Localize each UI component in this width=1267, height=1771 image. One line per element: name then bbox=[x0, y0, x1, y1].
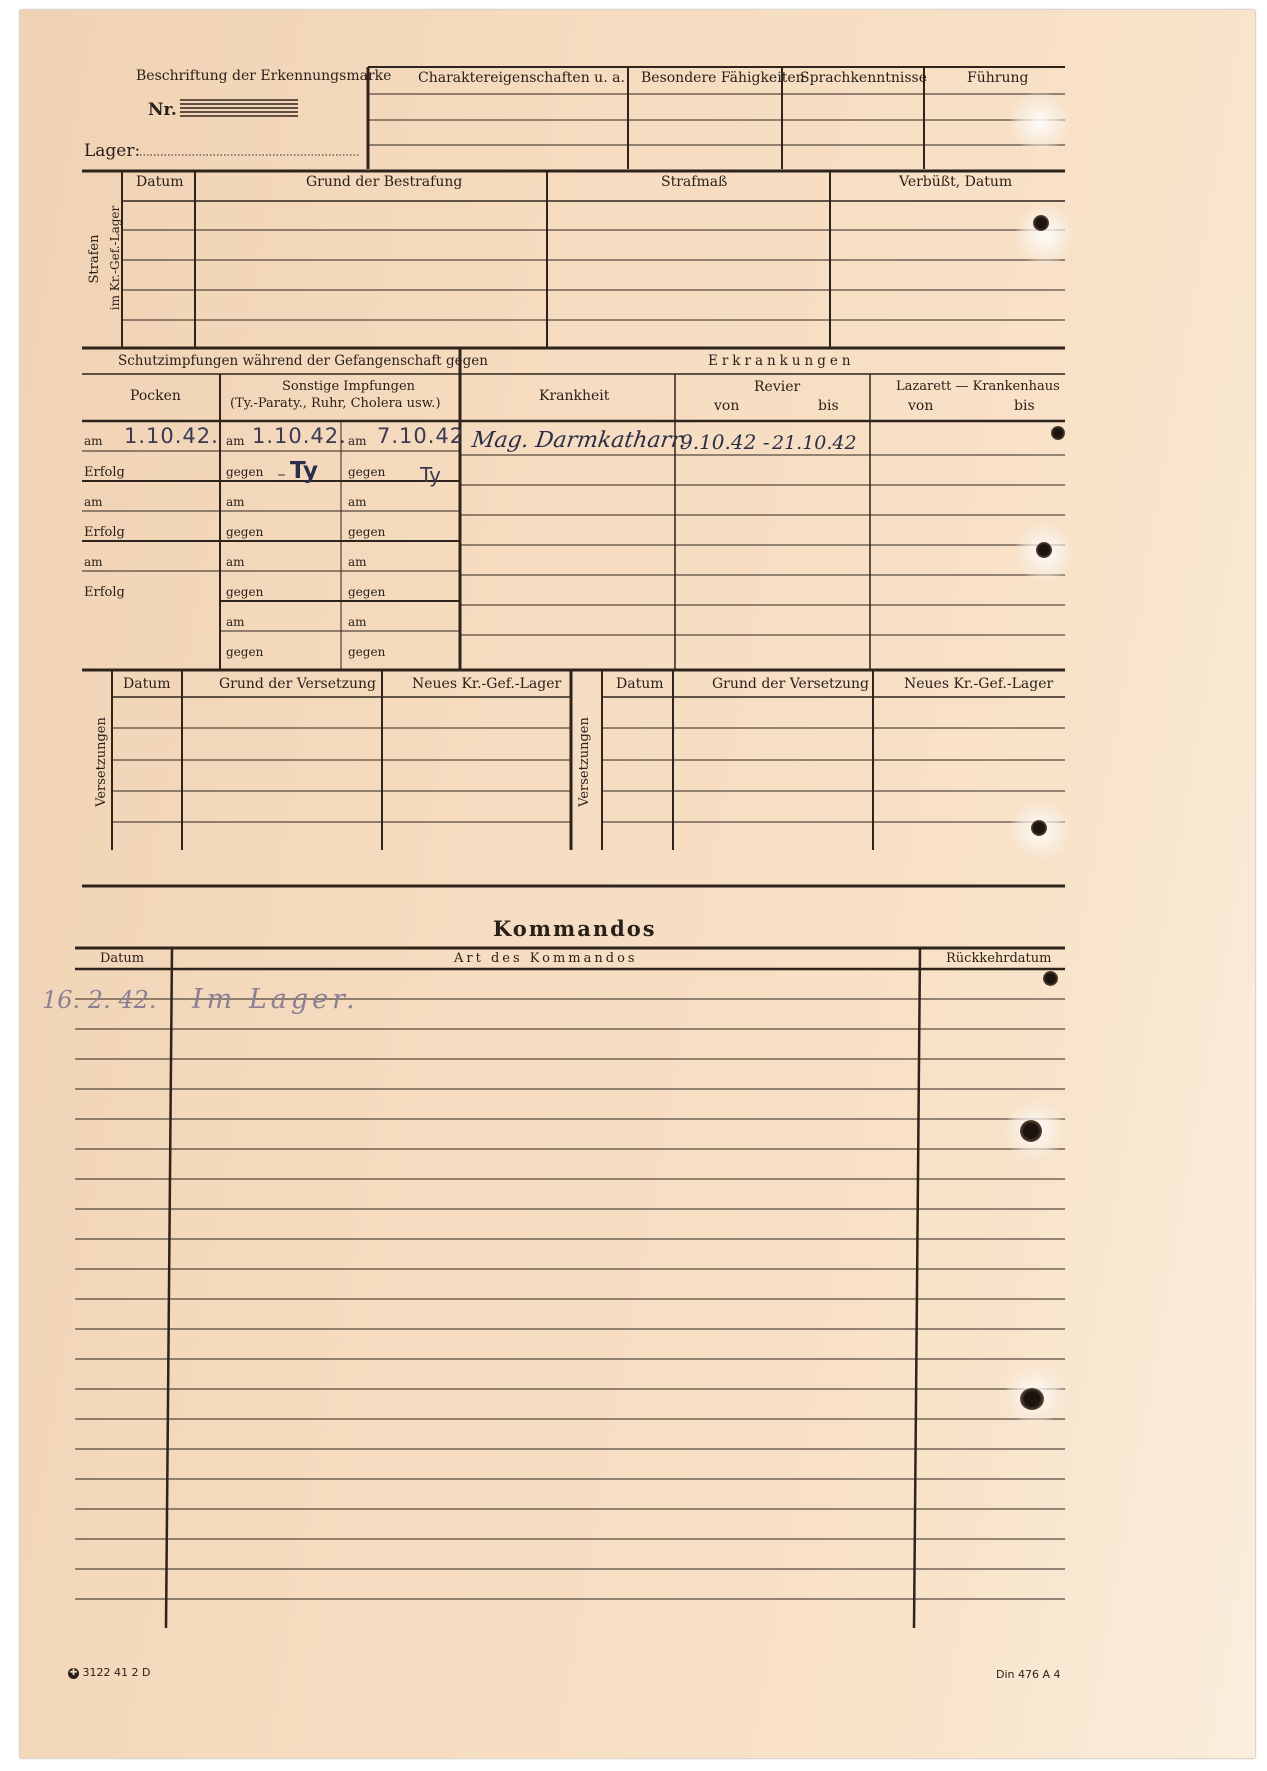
sonst1-gegen-label: gegen bbox=[226, 525, 264, 539]
vers-right-col-datum: Datum bbox=[616, 676, 664, 692]
revier-bis-value: 21.10.42 bbox=[772, 432, 857, 454]
paper-tear bbox=[1015, 205, 1075, 265]
sonst1-am-label: am bbox=[226, 555, 245, 569]
paper-tear bbox=[1010, 92, 1070, 152]
punch-hole bbox=[1051, 426, 1065, 440]
strafen-side-label: Strafen bbox=[87, 234, 102, 284]
pocken-erfolg-label: Erfolg bbox=[84, 465, 125, 480]
impf-col-sonstige-sub: (Ty.-Paraty., Ruhr, Cholera usw.) bbox=[230, 396, 441, 411]
sonst2-type-value: Ty bbox=[420, 463, 441, 487]
pocken-date-value: 1.10.42. bbox=[124, 424, 219, 448]
sonst2-am-label: am bbox=[348, 615, 367, 629]
sonst1-type-value: Ty bbox=[290, 458, 318, 484]
sonst1-am-label: am bbox=[226, 495, 245, 509]
revier-von-value: 9.10.42 - bbox=[680, 430, 770, 454]
strafen-col-strafmass: Strafmaß bbox=[661, 174, 728, 190]
sonst2-gegen-label: gegen bbox=[348, 465, 386, 479]
charakter-header: Charaktereigenschaften u. a. bbox=[418, 70, 625, 86]
lager-label: Lager: bbox=[84, 141, 141, 161]
pocken-am-label: am bbox=[84, 555, 103, 569]
sonst2-gegen-label: gegen bbox=[348, 525, 386, 539]
form-rules bbox=[20, 10, 1255, 1758]
punch-hole bbox=[1020, 1120, 1042, 1142]
erk-col-lazarett: Lazarett — Krankenhaus bbox=[896, 379, 1060, 394]
strafen-col-verbuesst: Verbüßt, Datum bbox=[899, 174, 1013, 190]
footer-form-number bbox=[68, 1666, 150, 1679]
eagle-seal-icon: ✚ bbox=[69, 1667, 78, 1678]
sonst2-gegen-label: gegen bbox=[348, 645, 386, 659]
punch-hole bbox=[1033, 215, 1049, 231]
punch-hole bbox=[1020, 1388, 1044, 1410]
pocken-am-label: am bbox=[84, 495, 103, 509]
sonst1-am-label: am bbox=[226, 434, 245, 448]
sonst2-am-label: am bbox=[348, 495, 367, 509]
footer-din-label: Din 476 A 4 bbox=[996, 1668, 1061, 1681]
versetzungen-side-label-left: Versetzungen bbox=[94, 717, 109, 807]
impf-col-pocken: Pocken bbox=[130, 388, 181, 404]
erk-col-krankheit: Krankheit bbox=[539, 388, 610, 404]
kommandos-col-art: Art des Kommandos bbox=[454, 951, 638, 966]
sonst1-gegen-label: gegen bbox=[226, 585, 264, 599]
strafen-col-grund: Grund der Bestrafung bbox=[306, 174, 463, 190]
vers-left-col-grund: Grund der Versetzung bbox=[219, 676, 376, 692]
erk-revier-von: von bbox=[714, 398, 740, 414]
strafen-col-datum: Datum bbox=[136, 174, 184, 190]
punch-hole bbox=[1043, 971, 1058, 986]
erk-revier-bis: bis bbox=[818, 398, 839, 414]
impfungen-title: Schutzimpfungen während der Gefangenschaft gegen bbox=[118, 353, 488, 369]
kommandos-col-rueckkehr: Rückkehrdatum bbox=[946, 951, 1052, 966]
sonst2-gegen-label: gegen bbox=[348, 585, 386, 599]
pocken-am-label: am bbox=[84, 434, 103, 448]
sonst2-date-value: 7.10.42 bbox=[377, 424, 465, 448]
sonst2-am-label: am bbox=[348, 555, 367, 569]
beschriftung-label: Beschriftung der Erkennungsmarke bbox=[136, 68, 392, 84]
faehigkeiten-header: Besondere Fähigkeiten bbox=[641, 70, 805, 86]
punch-hole bbox=[1031, 820, 1047, 836]
pocken-erfolg-label: Erfolg bbox=[84, 525, 125, 540]
erk-lazarett-von: von bbox=[908, 398, 934, 414]
kommandos-col-datum: Datum bbox=[100, 951, 145, 966]
punch-hole bbox=[1036, 542, 1052, 558]
sonst1-am-label: am bbox=[226, 615, 245, 629]
erkrankungen-title: Erkrankungen bbox=[708, 353, 855, 369]
form-sheet bbox=[20, 10, 1255, 1758]
erk-lazarett-bis: bis bbox=[1014, 398, 1035, 414]
erk-col-revier: Revier bbox=[754, 379, 801, 395]
strafen-side-sublabel: im Kr.-Gef.-Lager bbox=[108, 205, 122, 311]
kommando-entry-art: Im Lager. bbox=[192, 984, 359, 1015]
sprachen-header: Sprachkenntnisse bbox=[800, 70, 928, 86]
sonst1-date-value: 1.10.42. bbox=[252, 424, 347, 448]
pocken-erfolg-label: Erfolg bbox=[84, 585, 125, 600]
versetzungen-side-label-right: Versetzungen bbox=[577, 717, 592, 807]
footer-left-text: 3122 41 2 D bbox=[82, 1666, 151, 1679]
krankheit-value: Mag. Darmkatharr. bbox=[470, 428, 688, 453]
sonst2-am-label: am bbox=[348, 434, 367, 448]
sonst1-gegen-label: gegen bbox=[226, 645, 264, 659]
vers-left-col-lager: Neues Kr.-Gef.-Lager bbox=[412, 676, 562, 692]
fuehrung-header: Führung bbox=[967, 70, 1029, 86]
sonst1-gegen-label: gegen bbox=[226, 465, 264, 479]
vers-right-col-lager: Neues Kr.-Gef.-Lager bbox=[904, 676, 1054, 692]
impf-col-sonstige: Sonstige Impfungen bbox=[282, 379, 416, 394]
kommando-entry-datum: 16. 2. 42. bbox=[42, 986, 157, 1014]
vers-right-col-grund: Grund der Versetzung bbox=[712, 676, 869, 692]
nr-label: Nr. bbox=[148, 100, 177, 120]
kommandos-title: Kommandos bbox=[493, 916, 657, 941]
vers-left-col-datum: Datum bbox=[123, 676, 171, 692]
